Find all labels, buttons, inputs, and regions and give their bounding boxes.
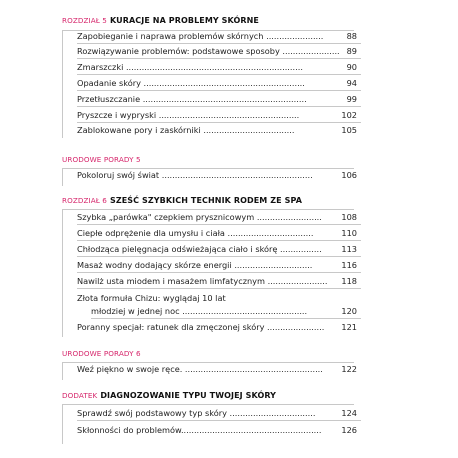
toc-entry[interactable]: Chłodząca pielęgnacja odświeżająca ciało i skórę ................ 113 [77,243,361,257]
appendix-label: DODATEK [62,391,98,400]
tips5-entries [62,168,361,186]
section6-title: SZEŚĆ SZYBKICH TECHNIK RODEM ZE SPA [109,196,302,205]
appendix-title: DIAGNOZOWANIE TYPU TWOJEJ SKÓRY [100,391,277,400]
toc-entry[interactable]: Ciepłe odprężenie dla umysłu i ciała ................................. 110 [77,227,361,241]
toc-entry[interactable]: Masaż wodny dodający skórze energii .............................. 116 [77,259,361,273]
toc-entry-line1: Złota formuła Chizu: wyglądaj 10 lat [77,293,226,303]
section5-label: ROZDZIAŁ 5 [62,16,107,25]
tips6-label: URODOWE PORADY 6 [62,349,141,358]
tips6-heading [62,349,144,359]
tips5-label: URODOWE PORADY 5 [62,155,141,164]
section6-entries [62,209,361,337]
toc-entry[interactable]: Przetłuszczanie ............................................................... 99 [77,93,361,107]
toc-entry[interactable]: Sprawdź swój podstawowy typ skóry ................................. 124 [77,407,361,421]
toc-entry[interactable]: Poranny specjał: ratunek dla zmęczonej skóry ...................... 121 [77,322,357,332]
toc-entry[interactable]: Szybka „parówka" czepkiem prysznicowym ......................... 108 [77,211,361,225]
toc-entry[interactable]: młodziej w jednej noc ................................................ 120 [91,305,361,319]
toc-entry[interactable]: Nawilż usta miodem i masażem limfatycznym ....................... 118 [77,275,361,289]
section6-heading [62,196,302,206]
toc-entry[interactable]: Zablokowane pory i zaskórniki ................................... 105 [77,125,357,135]
appendix-heading [62,391,276,401]
toc-entry[interactable]: Zapobieganie i naprawa problemów skórnych ...................... 88 [77,30,361,44]
appendix-entries [62,404,361,444]
toc-entry[interactable]: Skłonności do problemów...................................................... 126 [77,425,357,435]
section5-heading [62,16,259,26]
section5-title: KURACJE NA PROBLEMY SKÓRNE [109,16,259,25]
section5-entries [62,30,361,138]
toc-entry[interactable]: Opadanie skóry .............................................................. 94 [77,77,361,91]
tips5-heading [62,155,144,165]
toc-entry[interactable]: Pryszcze i wypryski ...................................................... 102 [77,109,361,123]
toc-entry[interactable]: Weź piękno w swoje ręce. ..................................................... 122 [77,364,357,374]
toc-entry[interactable]: Zmarszczki .................................................................... 90 [77,61,361,75]
toc-entry[interactable]: Pokoloruj swój świat .......................................................... 106 [77,170,357,180]
tips6-entries [62,362,361,380]
section6-label: ROZDZIAŁ 6 [62,196,107,205]
toc-entry[interactable]: Rozwiązywanie problemów: podstawowe sposoby ...................... 89 [77,45,361,59]
